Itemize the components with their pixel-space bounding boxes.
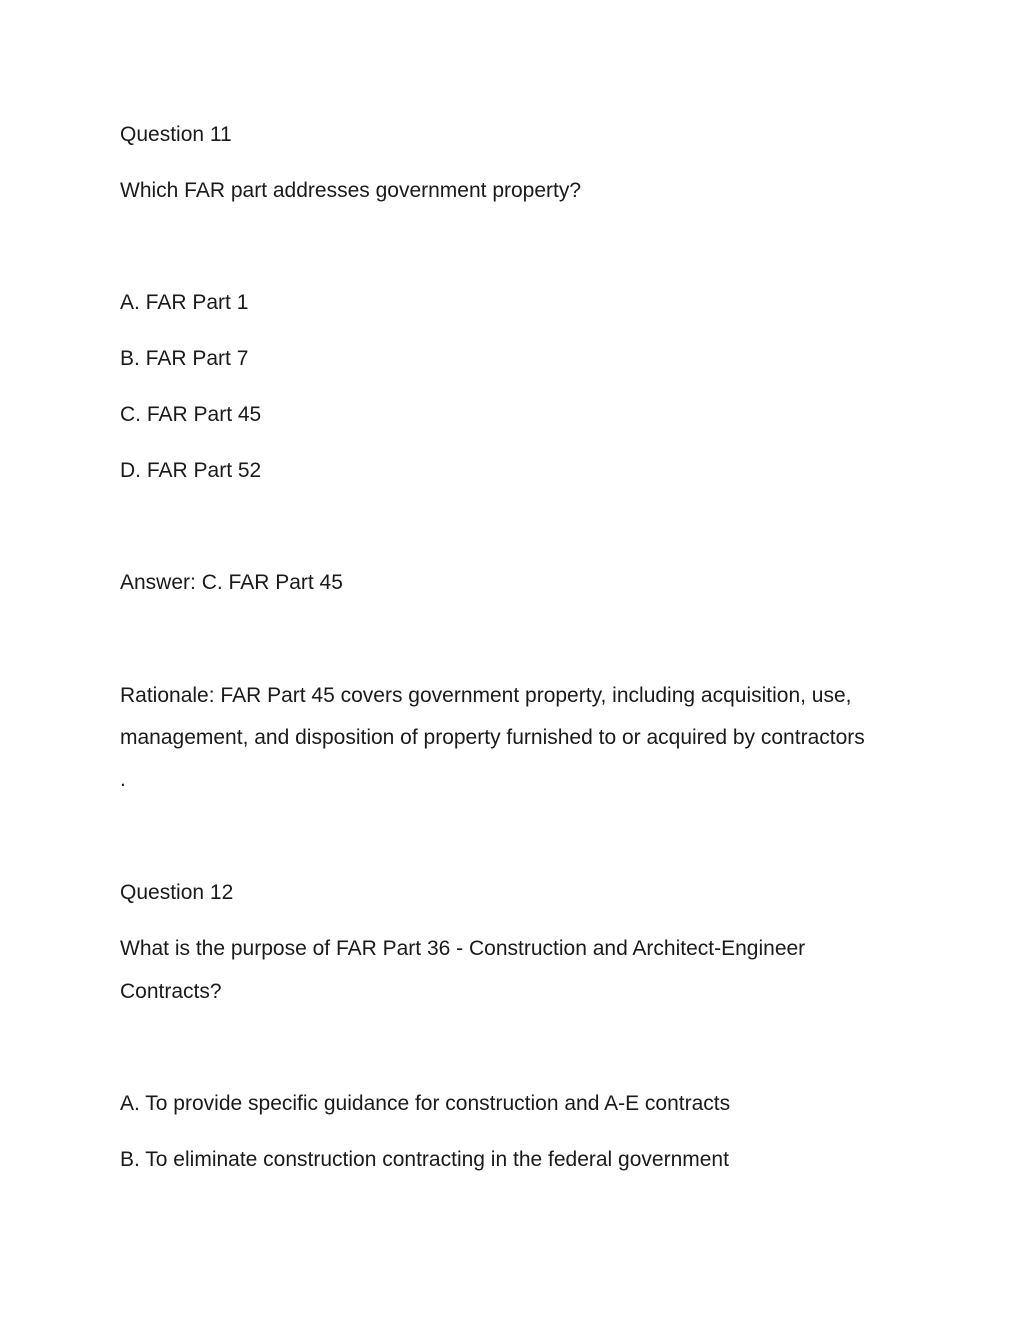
question-12-prompt-line-1: What is the purpose of FAR Part 36 - Construction and Architect-Engineer	[120, 937, 806, 960]
question-11-option-d: D. FAR Part 52	[120, 459, 262, 482]
question-11-heading: Question 11	[120, 123, 232, 146]
question-11-rationale-line-2: management, and disposition of property furnished to or acquired by contractors	[120, 726, 865, 749]
question-11-answer: Answer: C. FAR Part 45	[120, 571, 343, 594]
question-11-option-a: A. FAR Part 1	[120, 291, 249, 314]
question-12-option-a: A. To provide specific guidance for construction and A-E contracts	[120, 1092, 731, 1115]
question-11-rationale-line-1: Rationale: FAR Part 45 covers government property, including acquisition, use,	[120, 684, 852, 707]
question-12-option-b: B. To eliminate construction contracting in the federal government	[120, 1148, 729, 1171]
question-11-rationale-line-3: .	[120, 768, 126, 791]
question-12-heading: Question 12	[120, 881, 234, 904]
question-11-option-b: B. FAR Part 7	[120, 347, 249, 370]
question-11-option-c: C. FAR Part 45	[120, 403, 262, 426]
question-11-prompt: Which FAR part addresses government property?	[120, 179, 582, 202]
question-12-prompt-line-2: Contracts?	[120, 980, 222, 1003]
